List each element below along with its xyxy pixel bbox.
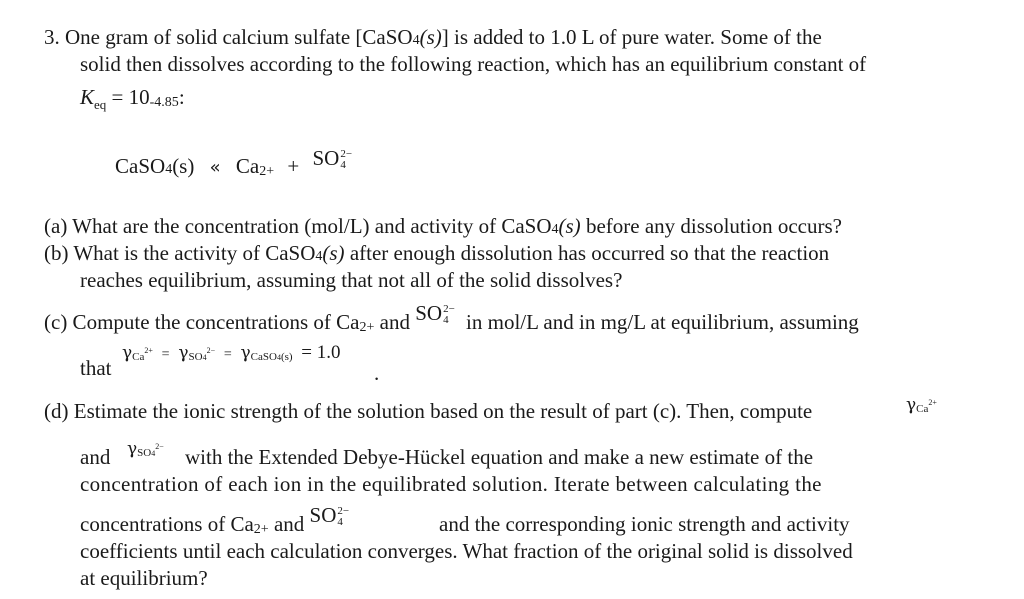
gamma-caso4-symbol: γ bbox=[240, 343, 251, 363]
equilibrium-arrow: « bbox=[209, 157, 221, 178]
part-d-line-5: coefficients until each calculation converges. What fraction of the original solid is dissolved bbox=[80, 539, 853, 563]
part-d-line-2-rest: with the Extended Debye-Hückel equation and make a new estimate of the bbox=[185, 445, 814, 469]
part-d-line-4-rest: and the corresponding ionic strength and activity bbox=[439, 512, 850, 536]
part-c-line-2: that bbox=[80, 356, 112, 380]
part-d-line-2: and bbox=[80, 445, 111, 469]
sulfate-ion: SO 2− 4 bbox=[415, 301, 455, 327]
intro-line-2: solid then dissolves according to the following reaction, which has an equilibrium constant of bbox=[80, 52, 867, 76]
gamma-so4-inline: $\gamma SO4^{2-}$ bbox=[127, 439, 164, 459]
part-d-line-6: at equilibrium? bbox=[80, 566, 208, 590]
part-b-line-2: reaches equilibrium, assuming that not all of the solid dissolves? bbox=[80, 268, 623, 292]
sulfate-ion: SO 2− 4 bbox=[312, 146, 353, 172]
part-d-line-1: (d) Estimate the ionic strength of the solution based on the result of part (c). Then, compute bbox=[44, 399, 813, 423]
part-b-line-1: (b) What is the activity of CaSO4(s) after enough dissolution has occurred so that the reaction bbox=[44, 241, 830, 265]
activity-coefficient-equation: $\gamma Ca^{2+} = \gamma SO4^{2-}$ = γCaSO4(s) = 1.0 bbox=[122, 342, 341, 363]
intro-line-1: 3. One gram of solid calcium sulfate [CaSO4(s)] is added to 1.0 L of pure water. Some of the bbox=[44, 25, 822, 49]
problem-number: 3. bbox=[44, 25, 60, 49]
part-d-line-3: concentration of each ion in the equilibrated solution. Iterate between calculating the bbox=[80, 472, 822, 496]
equilibrium-constant: $K_{eq} = 10-4.85$: bbox=[80, 85, 185, 112]
gamma-so4-symbol: γ bbox=[178, 343, 189, 363]
part-a: (a) What are the concentration (mol/L) and activity of CaSO4(s) before any dissolution occurs? bbox=[44, 214, 842, 238]
part-c-line-1: (c) Compute the concentrations of Ca2+ and SO 2− 4 in mol/L and in mg/L at equilibrium, assuming bbox=[44, 301, 859, 335]
sulfate-ion: SO 2− 4 bbox=[309, 503, 350, 529]
gamma-ca-inline: γCa$^{2+}$ bbox=[906, 395, 937, 415]
part-c-period: . bbox=[374, 361, 380, 385]
part-d-line-4: concentrations of Ca2+ and SO 2− 4 bbox=[80, 503, 350, 537]
gamma-ca-symbol: γ bbox=[122, 343, 133, 363]
dissolution-reaction: CaSO4(s) « Ca2+ + SO 2− 4 bbox=[115, 146, 353, 179]
